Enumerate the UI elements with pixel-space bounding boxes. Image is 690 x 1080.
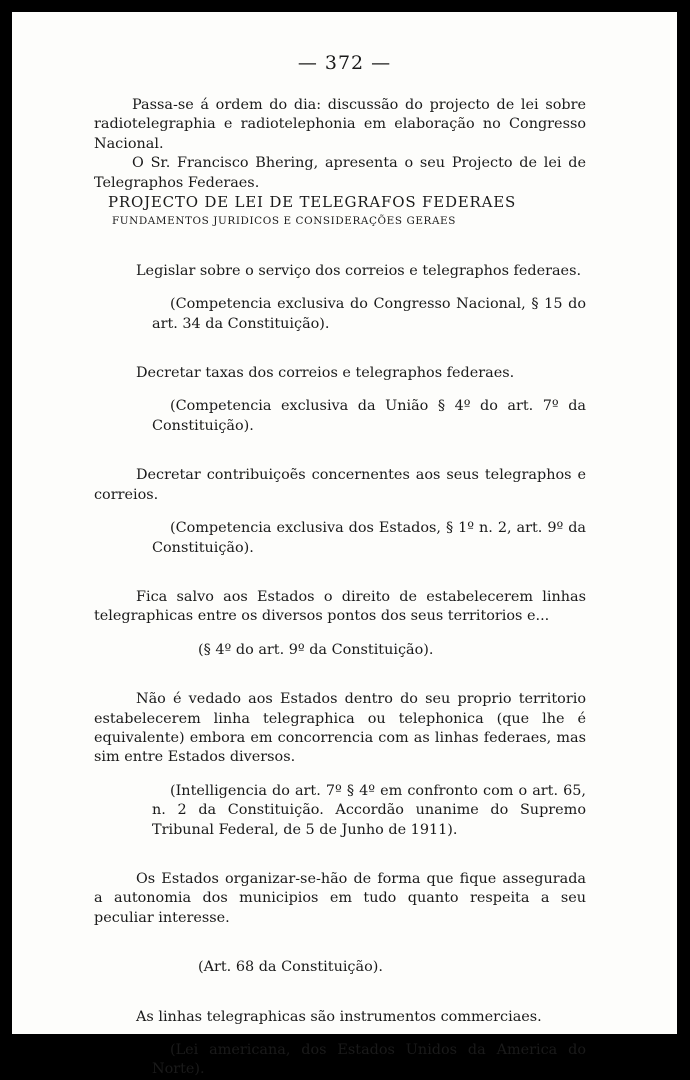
paragraph: As linhas telegraphicas são instrumentos commerciaes.: [136, 1008, 542, 1025]
citation: (§ 4º do art. 9º da Constituição).: [198, 641, 434, 658]
citation: (Competencia exclusiva dos Estados, § 1º n. 2, art. 9º da Constituição).: [152, 520, 586, 556]
paragraph: Os Estados organizar-se-hão de forma que fique assegurada a autonomia dos municipios em tudo quanto respeita a seu peculiar interesse.: [94, 870, 586, 926]
paragraph: Decretar contribuiçoẽs concernentes aos seus telegraphos e correios.: [94, 467, 586, 503]
paragraph: Legislar sobre o serviço dos correios e telegraphos federaes.: [136, 262, 582, 279]
citation: (Intelligencia do art. 7º § 4º em confronto com o art. 65, n. 2 da Constituição. Accordão unanime do Supremo Tribunal Federal, de 5 de Junho de 1911).: [152, 782, 586, 838]
document-page: [12, 12, 677, 1078]
paragraph: Fica salvo aos Estados o direito de estabelecerem linhas telegraphicas entre os diversos pontos dos seus territorios e...: [94, 588, 586, 625]
page-number: — 372 —: [297, 52, 392, 74]
citation: (Art. 68 da Constituição).: [198, 959, 383, 976]
section-heading: PROJECTO DE LEI DE TELEGRAFOS FEDERAES: [108, 193, 517, 212]
paragraph: Decretar taxas dos correios e telegraphos federaes.: [136, 365, 515, 382]
intro-paragraph: Passa-se á ordem do dia: discussão do projecto de lei sobre radiotelegraphia e radiotelephonia em elaboração no Congresso Nacional.: [94, 97, 586, 152]
citation: (Competencia exclusiva da União § 4º do art. 7º da Constituição).: [152, 398, 586, 434]
citation: (Competencia exclusiva do Congresso Nacional, § 15 do art. 34 da Constituição).: [152, 296, 586, 332]
intro-paragraph: O Sr. Francisco Bhering, apresenta o seu Projecto de lei de Telegraphos Federaes.: [94, 155, 586, 191]
section-subheading: FUNDAMENTOS JURIDICOS E CONSIDERAÇÕES GERAES: [112, 215, 456, 228]
citation: (Lei americana, dos Estados Unidos da America do Norte).: [152, 1042, 586, 1078]
page-body: [94, 96, 586, 1080]
paragraph: Não é vedado aos Estados dentro do seu proprio territorio estabelecerem linha telegraphica ou telephonica (que lhe é equivalente) embora em concorrencia com as linhas federaes, mas sim entre Estados diversos.: [94, 691, 586, 766]
